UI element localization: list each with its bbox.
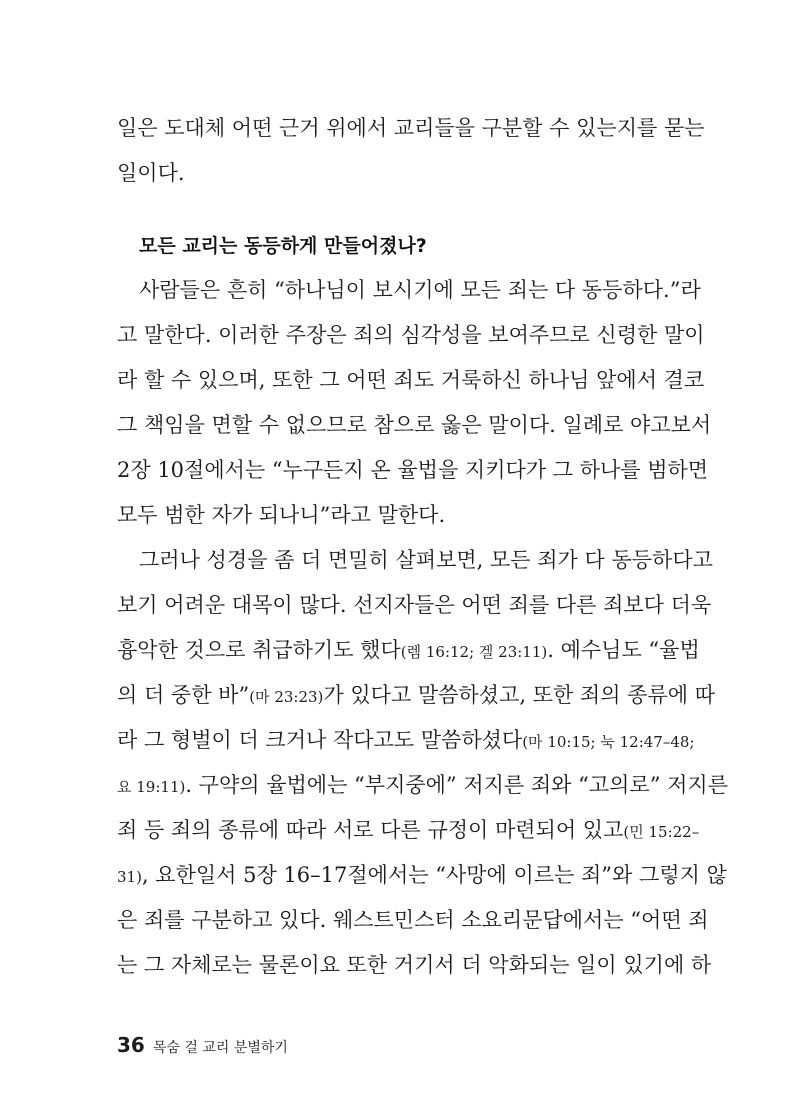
body-line: 모두 범한 자가 되나니”라고 말한다. [117, 503, 446, 527]
scripture-reference: (마 10:15; 눅 12:47–48; [522, 733, 695, 751]
line-text: 죄 등 죄의 종류에 따라 서로 다른 규정이 마련되어 있고 [117, 818, 624, 842]
body-line: 일은 도대체 어떤 근거 위에서 교리들을 구분할 수 있는지를 묻는 [117, 116, 705, 140]
line-text: 의 더 중한 바” [117, 683, 250, 707]
scripture-reference: 요 19:11) [117, 778, 186, 796]
body-line [117, 812, 700, 848]
book-title: 목숨 걸 교리 분별하기 [152, 1040, 288, 1056]
body-line [117, 677, 715, 713]
line-text: 라 그 형벌이 더 크거나 작다고도 말씀하셨다 [117, 728, 523, 752]
body-line [117, 632, 700, 668]
body-line [117, 857, 727, 893]
line-text: 흉악한 것으로 취급하기도 했다 [117, 638, 401, 662]
page-number: 36 [117, 1033, 145, 1057]
body-line: 고 말한다. 이러한 주장은 죄의 심각성을 보여주므로 신령한 말이 [117, 323, 705, 347]
body-line: 사람들은 흔히 “하나님이 보시기에 모든 죄는 다 동등하다.”라 [139, 278, 701, 302]
body-line: 라 할 수 있으며, 또한 그 어떤 죄도 거룩하신 하나님 앞에서 결코 [117, 368, 705, 392]
line-text: , 요한일서 5장 16–17절에서는 “사망에 이르는 죄”와 그렇지 않 [141, 863, 727, 887]
body-line: 은 죄를 구분하고 있다. 웨스트민스터 소요리문답에서는 “어떤 죄 [117, 908, 709, 932]
scripture-reference: (렘 16:12; 겔 23:11) [400, 643, 548, 661]
body-line [117, 767, 728, 803]
line-text: . 예수님도 “율법 [547, 638, 700, 662]
line-text: 가 있다고 말씀하셨고, 또한 죄의 종류에 따 [323, 683, 715, 707]
body-line: 그 책임을 면할 수 없으므로 참으로 옳은 말이다. 일례로 야고보서 [117, 413, 712, 437]
scripture-reference: (민 15:22– [623, 823, 700, 841]
line-text: . 구약의 율법에는 “부지중에” 저지른 죄와 “고의로” 저지른 [185, 773, 728, 797]
body-line: 2장 10절에서는 “누구든지 온 율법을 지키다가 그 하나를 범하면 [117, 458, 709, 482]
scripture-reference: (마 23:23) [249, 688, 324, 706]
body-line: 그러나 성경을 좀 더 면밀히 살펴보면, 모든 죄가 다 동등하다고 [139, 548, 713, 572]
body-line: 는 그 자체로는 물론이요 또한 거기서 더 악화되는 일이 있기에 하 [117, 953, 712, 977]
body-line: 보기 어려운 대목이 많다. 선지자들은 어떤 죄를 다른 죄보다 더욱 [117, 593, 712, 617]
page-footer [117, 1030, 288, 1060]
section-heading: 모든 교리는 동등하게 만들어졌나? [139, 235, 427, 257]
body-line [117, 722, 695, 758]
body-line: 일이다. [117, 161, 185, 185]
scripture-reference: 31) [117, 868, 142, 886]
